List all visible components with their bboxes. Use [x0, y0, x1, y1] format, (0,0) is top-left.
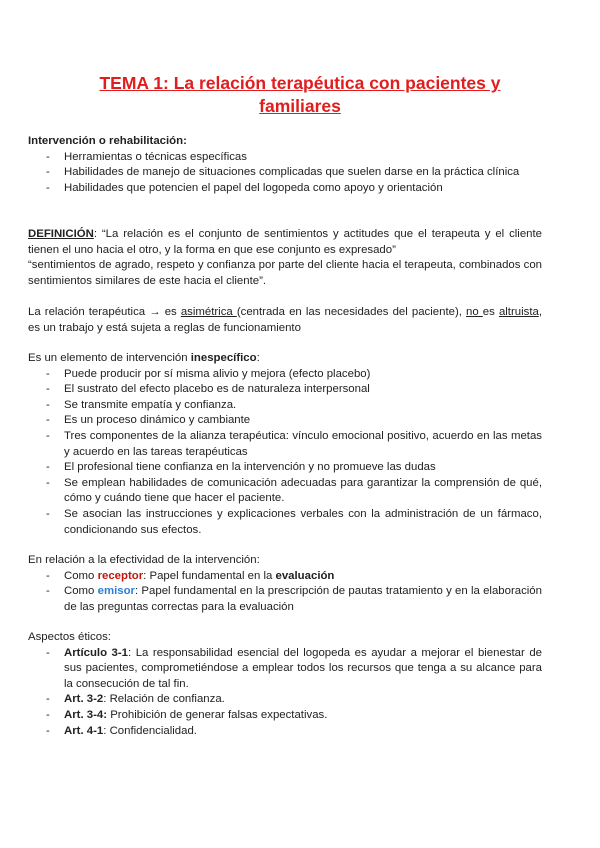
list-item: - Tres componentes de la alianza terapéutica: vínculo emocional positivo, acuerdo en las metas y acuerdo en las tareas terapéuticas	[28, 429, 542, 460]
list-item	[28, 708, 542, 724]
list-item: - El sustrato del efecto placebo es de naturaleza interpersonal	[28, 382, 542, 398]
receptor-term: receptor	[97, 569, 144, 582]
evaluacion-term: evaluación	[275, 569, 335, 582]
definicion-paragraph-2: “sentimientos de agrado, respeto y confianza por parte del cliente hacia el terapeuta, combinados con sentimientos similares de este hacia el cliente”.	[28, 259, 542, 287]
inespecifico-term: inespecífico	[190, 352, 257, 364]
article-text: Prohibición de generar falsas expectativas.	[107, 708, 328, 721]
eticos-list	[28, 646, 542, 740]
title-line-1: TEMA 1: La relación terapéutica con pacientes y	[99, 73, 501, 93]
section-intervencion	[28, 134, 542, 196]
title-line-2: familiares	[259, 96, 341, 116]
inespecifico-list	[28, 367, 542, 539]
list-item-emisor	[28, 584, 542, 615]
definicion-label: DEFINICIÓN	[28, 228, 94, 240]
asimetrica-term: asimétrica	[180, 306, 237, 318]
article-text: : Relación de confianza.	[103, 693, 225, 706]
article-label: Art. 4-1	[64, 724, 104, 737]
eticos-intro: Aspectos éticos:	[28, 631, 111, 643]
list-item: - Se transmite empatía y confianza.	[28, 398, 542, 414]
receptor-prefix: Como	[64, 569, 98, 582]
relacion-text-3: es	[482, 306, 499, 318]
receptor-text: : Papel fundamental en la	[143, 569, 276, 582]
inespecifico-intro	[28, 351, 542, 367]
intervencion-list	[28, 150, 542, 197]
list-item: - Herramientas o técnicas específicas	[28, 150, 542, 166]
relacion-text-1: La relación terapéutica → es	[28, 306, 181, 318]
section-inespecifico	[28, 351, 542, 538]
definicion-text: : “La relación es el conjunto de sentimientos y actitudes que el terapeuta y el cliente tienen el uno hacia el otro, y la forma en que ese conjunto es expresado”	[28, 228, 542, 256]
list-item	[28, 646, 542, 693]
article-text: : Confidencialidad.	[103, 724, 197, 737]
list-item-receptor	[28, 569, 542, 585]
relacion-text-2: (centrada en las necesidades del paciente),	[236, 306, 467, 318]
article-label: Artículo 3-1	[64, 646, 129, 659]
relacion-paragraph	[28, 305, 542, 336]
relacion-text-4: , es un trabajo y está sujeta a reglas de funcionamiento	[28, 306, 542, 334]
section-definicion	[28, 227, 542, 289]
inespecifico-intro-text: Es un elemento de intervención	[28, 352, 191, 364]
efectividad-intro: En relación a la efectividad de la intervención:	[28, 554, 260, 566]
list-item: - Se asocian las instrucciones y explicaciones verbales con la administración de un fármaco, condicionando sus efectos.	[28, 507, 542, 538]
list-item: - Puede producir por sí misma alivio y mejora (efecto placebo)	[28, 367, 542, 383]
emisor-term: emisor	[97, 585, 135, 598]
intervencion-heading: Intervención o rehabilitación:	[28, 135, 187, 147]
list-item	[28, 724, 542, 740]
list-item: - Es un proceso dinámico y cambiante	[28, 413, 542, 429]
emisor-text: : Papel fundamental en la prescripción de pautas tratamiento y en la elaboración de las preguntas correctas para la evaluación	[64, 585, 542, 613]
no-term: no	[466, 306, 483, 318]
emisor-prefix: Como	[64, 585, 98, 598]
list-item: - Habilidades de manejo de situaciones complicadas que suelen darse en la práctica clínica	[28, 165, 542, 181]
list-item	[28, 692, 542, 708]
inespecifico-colon: :	[256, 352, 260, 364]
section-efectividad	[28, 553, 542, 615]
article-text: : La responsabilidad esencial del logopeda es ayudar a mejorar el bienestar de sus pacientes, comprometiéndose a emplear todos los recursos que tenga a su alcance para la consecución de tal fin.	[64, 646, 542, 690]
altruista-term: altruista	[498, 306, 539, 318]
list-item: - Habilidades que potencien el papel del logopeda como apoyo y orientación	[28, 181, 542, 197]
section-relacion	[28, 305, 542, 336]
article-label: Art. 3-4:	[64, 708, 108, 721]
article-label: Art. 3-2	[64, 693, 104, 706]
list-item: - El profesional tiene confianza en la intervención y no promueve las dudas	[28, 460, 542, 476]
definicion-paragraph	[28, 227, 542, 258]
section-eticos	[28, 630, 542, 739]
efectividad-list	[28, 569, 542, 616]
page-title	[60, 72, 540, 118]
list-item: - Se emplean habilidades de comunicación adecuadas para garantizar la comprensión de qué, cómo y cuándo tiene que hacer el paciente.	[28, 476, 542, 507]
